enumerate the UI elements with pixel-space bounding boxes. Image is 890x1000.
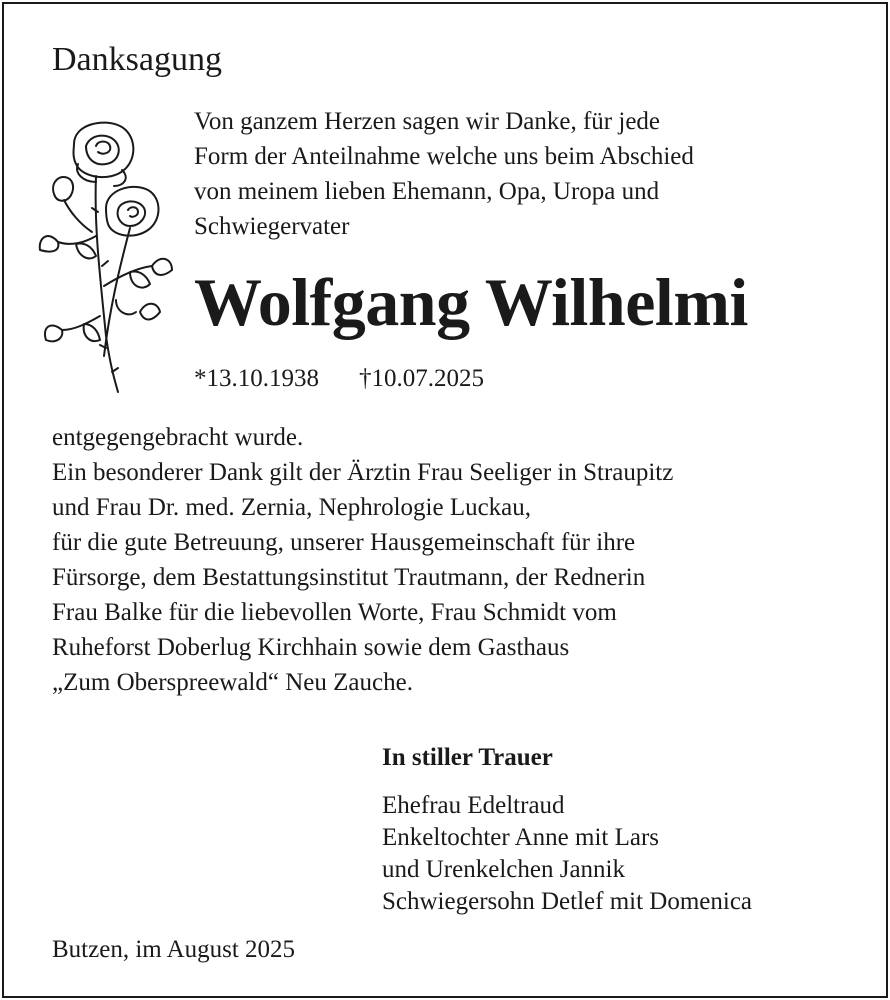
intro-text [194, 104, 854, 244]
intro-line: Von ganzem Herzen sagen wir Danke, für jede [194, 108, 661, 135]
body-line: Ein besonderer Dank gilt der Ärztin Frau Seeliger in Straupitz [52, 459, 674, 486]
obituary-notice [2, 2, 888, 998]
mourner: Ehefrau Edeltraud [382, 792, 565, 819]
intro-line: Schwiegervater [194, 213, 350, 240]
mourner: Schwiegersohn Detlef mit Domenica [382, 888, 753, 915]
body-line: entgegengebracht wurde. [52, 424, 304, 451]
intro-line: Form der Anteilnahme welche uns beim Abschied [194, 143, 694, 170]
body-line: für die gute Betreuung, unserer Hausgemeinschaft für ihre [52, 529, 636, 556]
mourner: Enkeltochter Anne mit Lars [382, 824, 660, 851]
deceased-name: Wolfgang Wilhelmi [194, 264, 748, 340]
rose-icon [34, 116, 174, 396]
notice-heading: Danksagung [52, 41, 222, 78]
body-line: Ruheforst Doberlug Kirchhain sowie dem Gasthaus [52, 634, 570, 661]
life-dates [194, 361, 484, 396]
death-date: †10.07.2025 [359, 365, 484, 392]
mourner: und Urenkelchen Jannik [382, 856, 625, 883]
intro-line: von meinem lieben Ehemann, Opa, Uropa und [194, 178, 660, 205]
body-line: „Zum Oberspreewald“ Neu Zauche. [52, 669, 413, 696]
body-line: Fürsorge, dem Bestattungsinstitut Trautmann, der Rednerin [52, 564, 646, 591]
body-line: und Frau Dr. med. Zernia, Nephrologie Luckau, [52, 494, 532, 521]
body-line: Frau Balke für die liebevollen Worte, Frau Schmidt vom [52, 599, 617, 626]
mourners-block [382, 742, 852, 918]
mourning-title: In stiller Trauer [382, 744, 553, 771]
thanks-text [52, 420, 852, 700]
place-date: Butzen, im August 2025 [52, 936, 296, 963]
birth-date: *13.10.1938 [194, 365, 319, 392]
